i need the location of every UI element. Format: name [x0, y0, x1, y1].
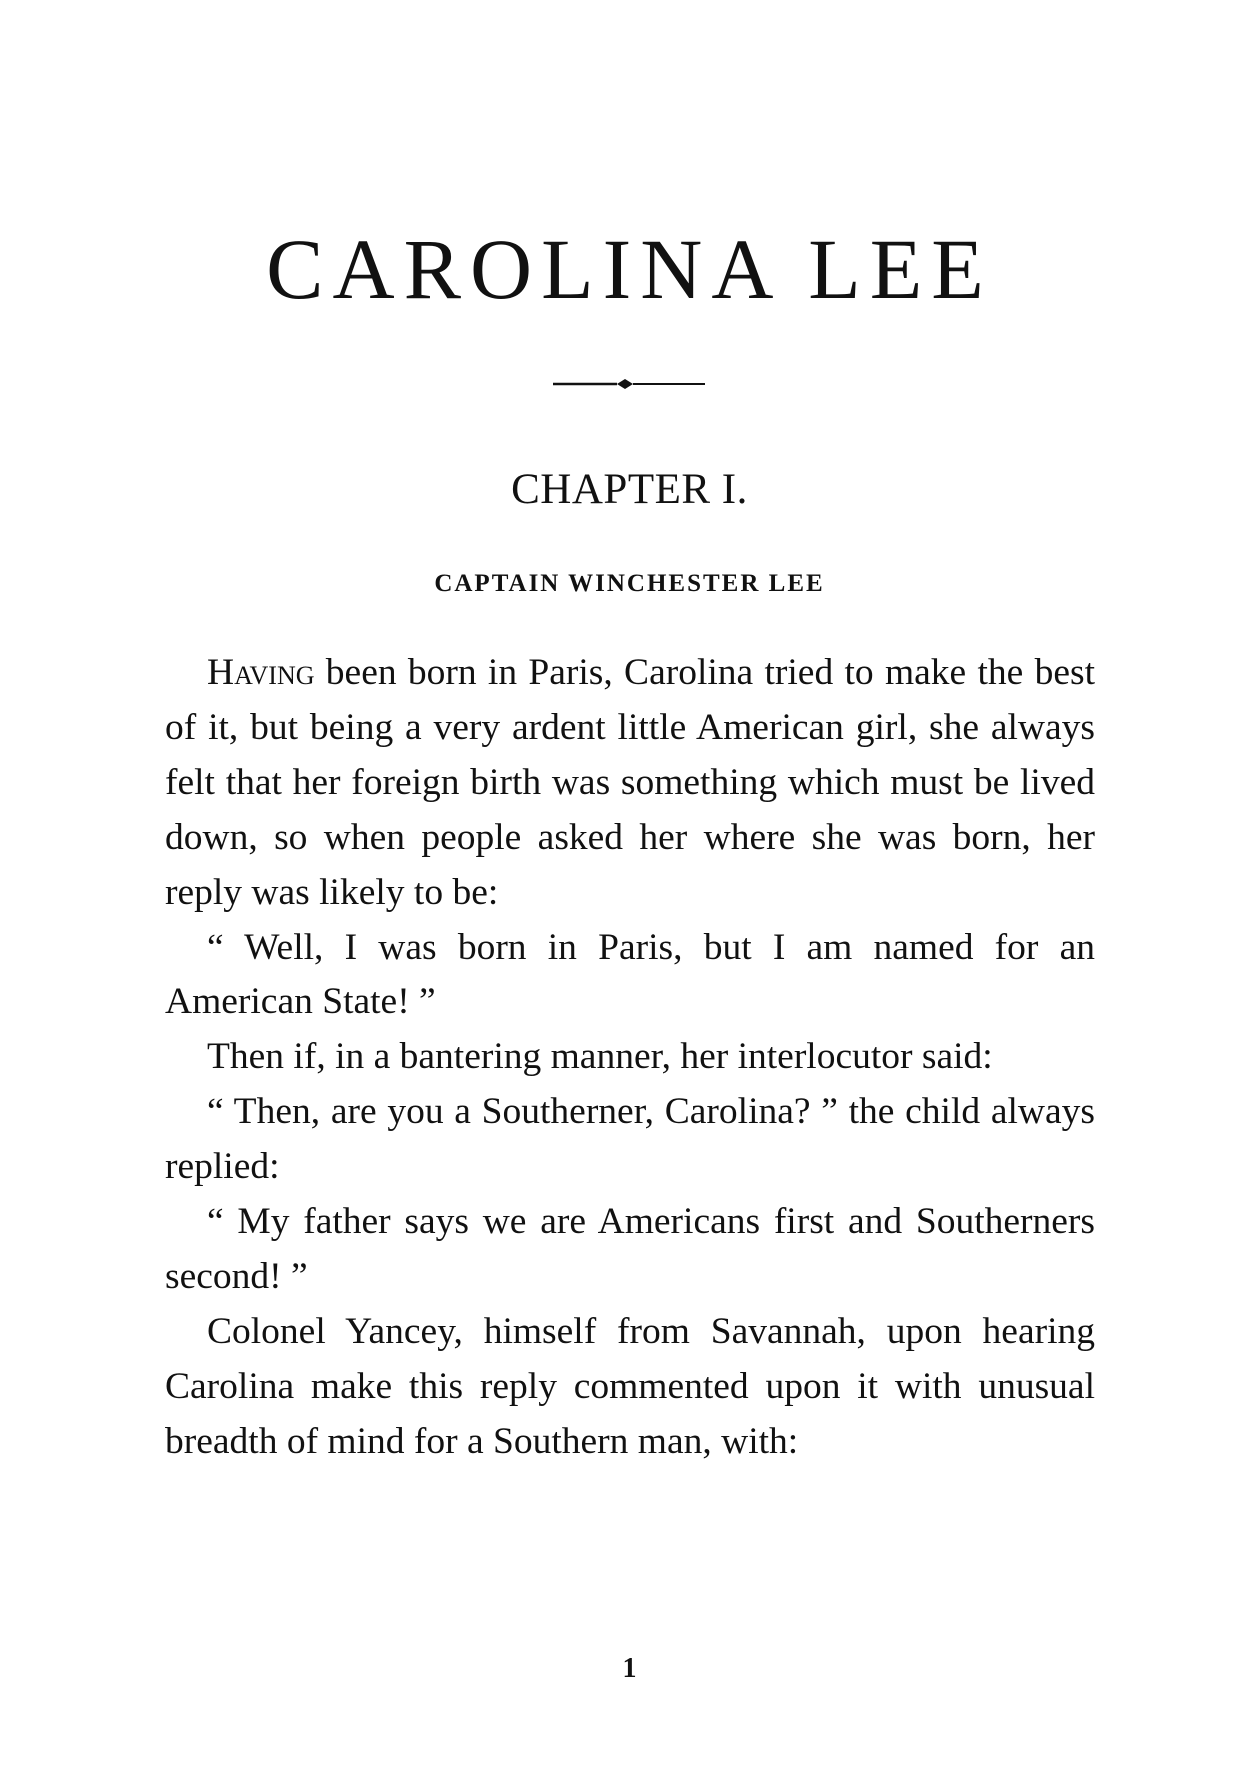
paragraph-lead-word: Having [207, 652, 315, 693]
chapter-title: CAPTAIN WINCHESTER LEE [434, 570, 825, 597]
paragraph: “ My father says we are Americans first and Southerners second! ” [165, 1201, 1095, 1297]
title-ornament-divider [553, 376, 705, 392]
paragraph: “ Then, are you a Southerner, Carolina? ” the child always replied: [165, 1091, 1095, 1188]
chapter-number: CHAPTER I. [511, 466, 748, 513]
paragraph: Colonel Yancey, himself from Savannah, upon hearing Carolina make this reply commented upon it with unusual breadth of mind for a Southern man, with: [165, 1310, 1095, 1462]
paragraph: Then if, in a bantering manner, her interlocutor said: [207, 1036, 993, 1078]
page-number: 1 [622, 1653, 637, 1684]
paragraph-text: been born in Paris, Carolina tried to make the best of it, but being a very ardent little American girl, she always felt that her foreign birth was something which must be lived down, so when people asked her where she was born, her reply was likely to be: [165, 652, 1095, 913]
paragraph: “ Well, I was born in Paris, but I am named for an American State! ” [165, 926, 1095, 1023]
paragraph [165, 646, 1095, 921]
book-title: CAROLINA LEE [266, 221, 993, 317]
chapter-body [165, 646, 1095, 1470]
